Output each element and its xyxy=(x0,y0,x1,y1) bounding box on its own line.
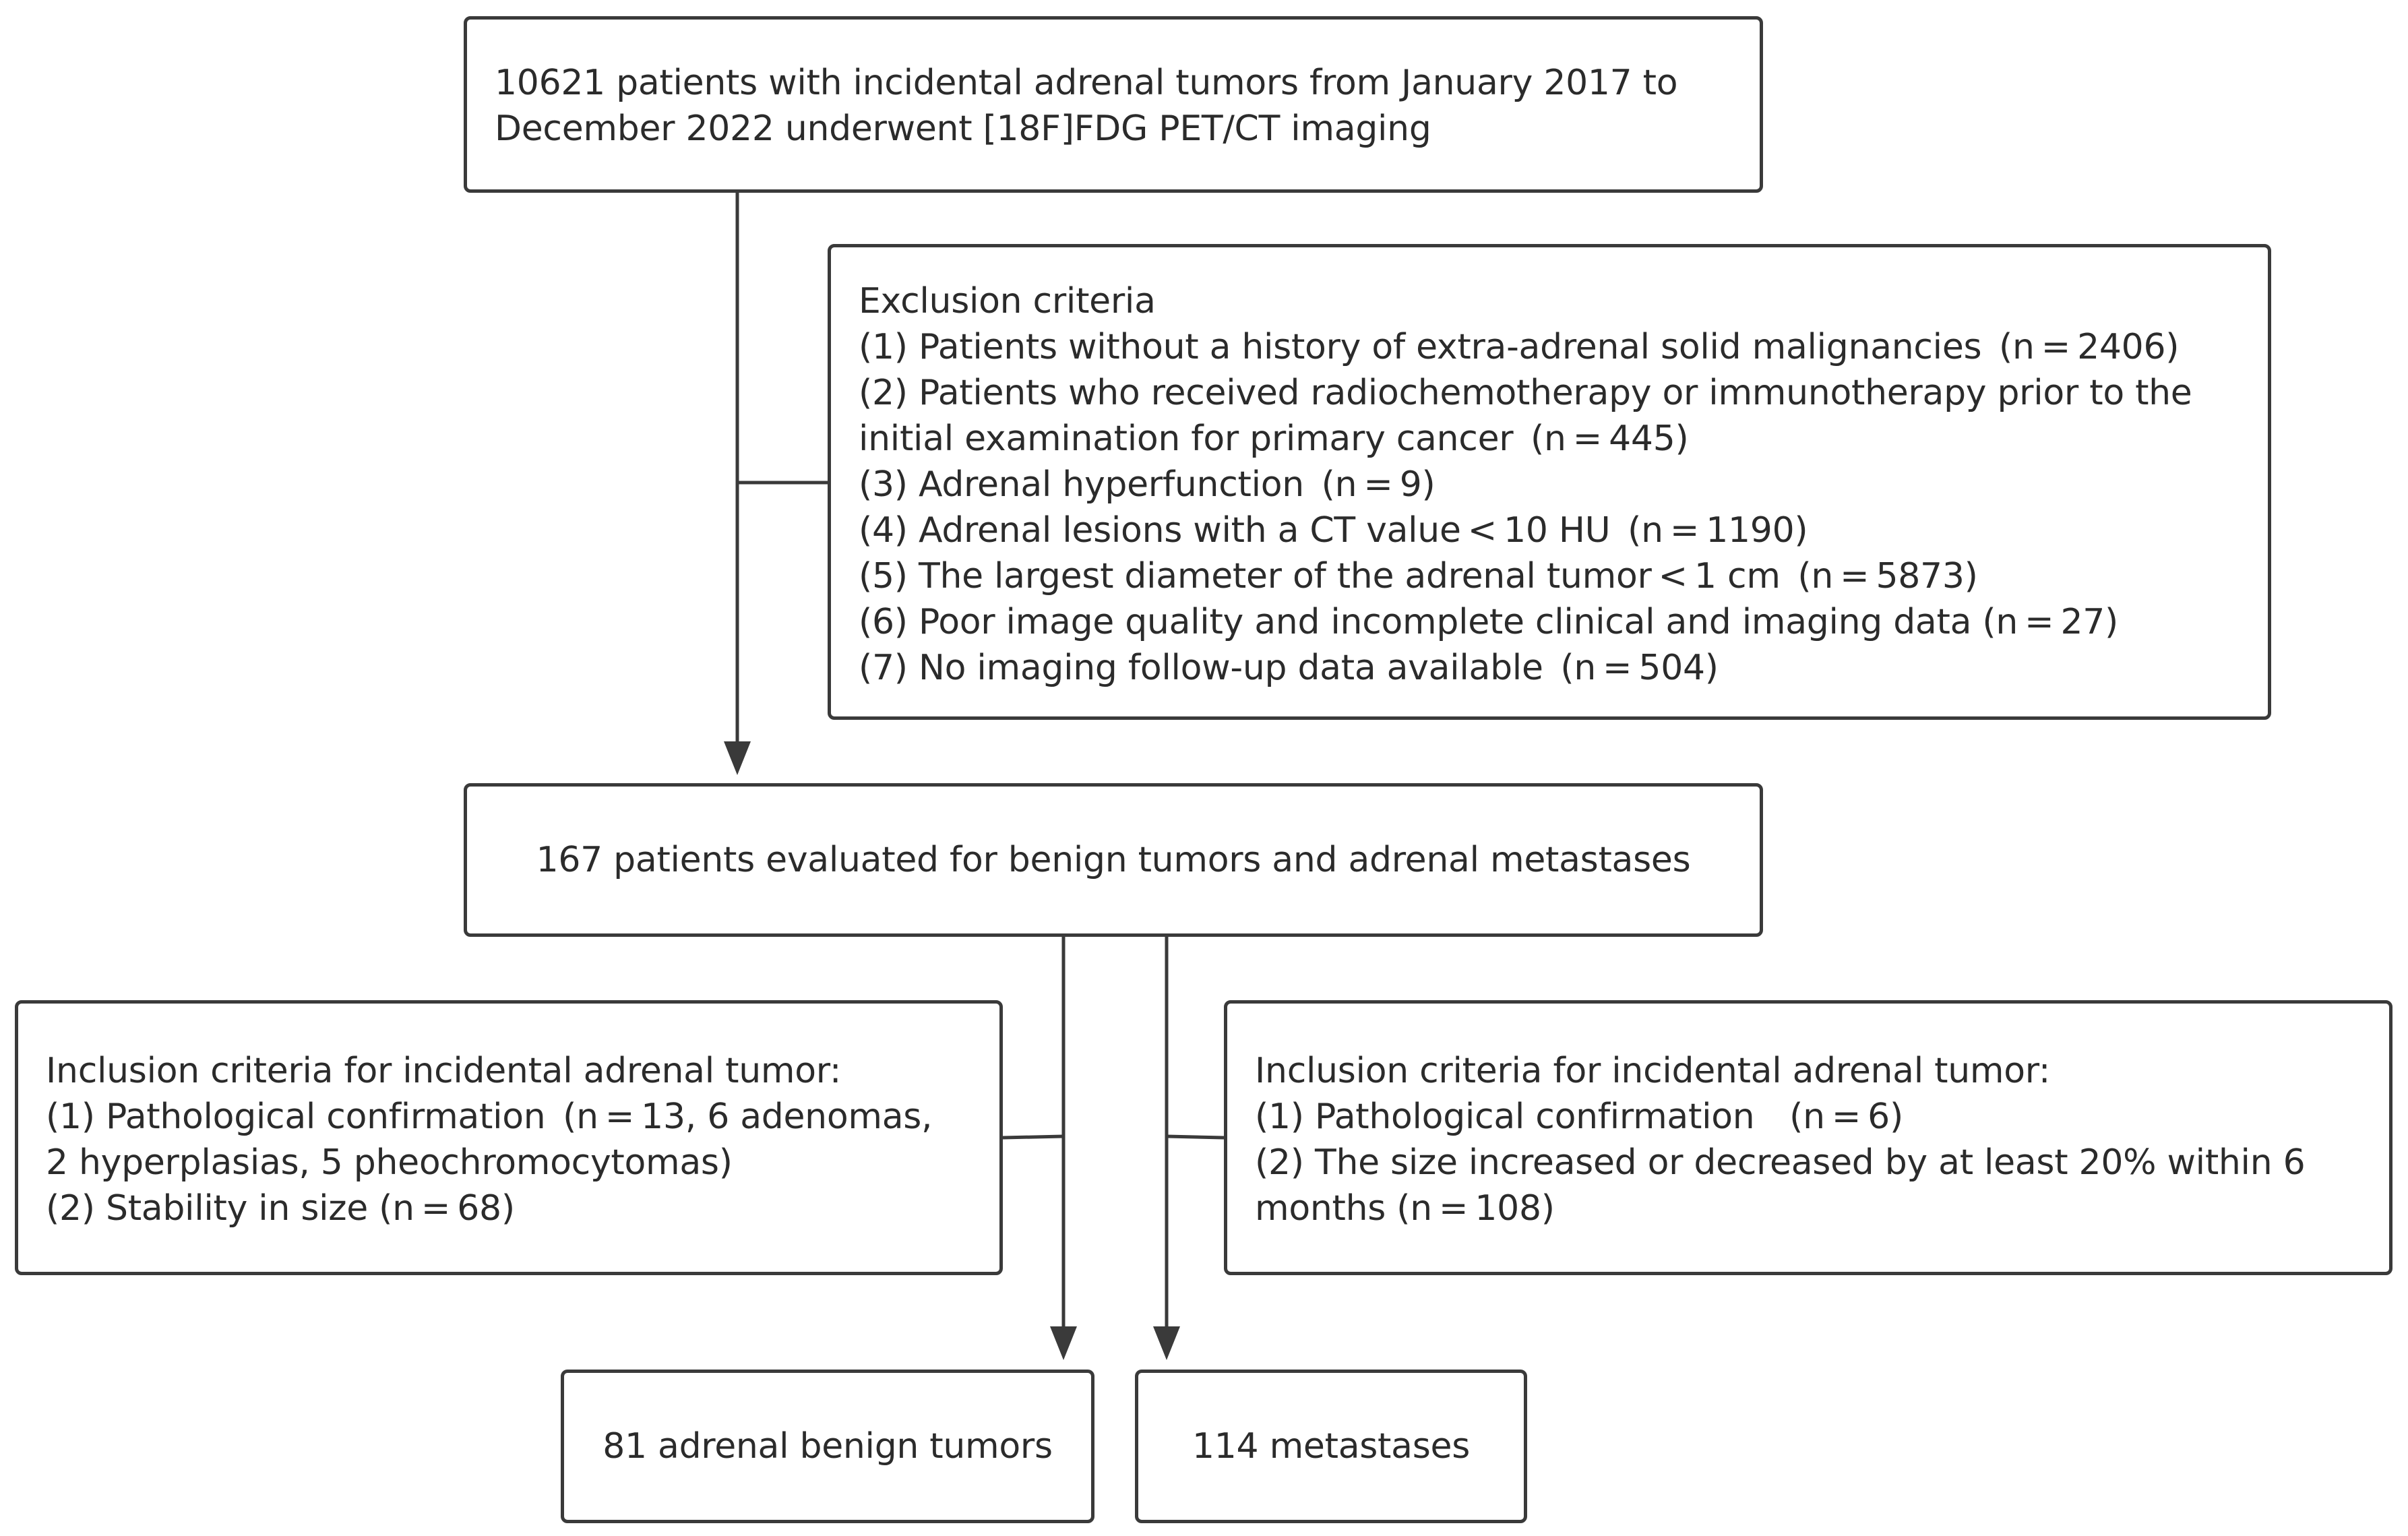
connector-inclusion-metastasis xyxy=(1167,1136,1224,1138)
inclusion-metastasis-line-2: (2) The size increased or decreased by at least 20% within 6 xyxy=(1255,1142,2306,1183)
outcome-benign-box xyxy=(561,1370,1094,1523)
inclusion-metastasis-line-3: months (n = 108) xyxy=(1255,1188,1555,1229)
outcome-metastasis-text: 114 metastases xyxy=(1192,1426,1470,1467)
inclusion-metastasis-title: Inclusion criteria for incidental adrenal tumor: xyxy=(1255,1051,2051,1091)
exclusion-item-6: (6) Poor image quality and incomplete clinical and imaging data (n = 27) xyxy=(859,602,2119,642)
connector-inclusion-benign xyxy=(1003,1136,1063,1138)
exclusion-item-1: (1) Patients without a history of extra-adrenal solid malignancies (n = 2406) xyxy=(859,327,2180,367)
exclusion-item-5: (5) The largest diameter of the adrenal tumor < 1 cm (n = 5873) xyxy=(859,556,1978,596)
outcome-metastasis-box xyxy=(1135,1370,1527,1523)
exclusion-item-3: (3) Adrenal hyperfunction (n = 9) xyxy=(859,464,1435,505)
evaluated-population-box xyxy=(464,783,1763,937)
exclusion-item-4: (4) Adrenal lesions with a CT value < 10 HU (n = 1190) xyxy=(859,510,1808,551)
inclusion-benign-title: Inclusion criteria for incidental adrenal tumor: xyxy=(46,1051,842,1091)
inclusion-benign-box xyxy=(15,1000,1003,1275)
exclusion-item-2-cont: initial examination for primary cancer (n = 445) xyxy=(859,419,1689,459)
exclusion-item-2: (2) Patients who received radiochemotherapy or immunotherapy prior to the xyxy=(859,373,2192,413)
inclusion-metastasis-line-1: (1) Pathological confirmation (n = 6) xyxy=(1255,1097,1903,1137)
arrowhead-evaluated-to-benign xyxy=(1050,1326,1077,1360)
inclusion-benign-line-1: (1) Pathological confirmation (n = 13, 6 adenomas, xyxy=(46,1097,933,1137)
inclusion-benign-line-3: (2) Stability in size (n = 68) xyxy=(46,1188,515,1229)
exclusion-title: Exclusion criteria xyxy=(859,281,1156,321)
arrowhead-start-to-evaluated xyxy=(724,741,751,775)
exclusion-criteria-box xyxy=(828,244,2271,720)
start-line-2: December 2022 underwent [18F]FDG PET/CT imaging xyxy=(495,109,1431,149)
start-population-box xyxy=(464,16,1763,193)
exclusion-item-7: (7) No imaging follow-up data available (n = 504) xyxy=(859,648,1719,688)
arrowhead-evaluated-to-metastasis xyxy=(1153,1326,1180,1360)
start-line-1: 10621 patients with incidental adrenal tumors from January 2017 to xyxy=(495,63,1678,103)
inclusion-metastasis-box xyxy=(1224,1000,2392,1275)
inclusion-benign-line-2: 2 hyperplasias, 5 pheochromocytomas) xyxy=(46,1142,733,1183)
evaluated-text: 167 patients evaluated for benign tumors and adrenal metastases xyxy=(536,840,1691,880)
outcome-benign-text: 81 adrenal benign tumors xyxy=(603,1426,1053,1467)
